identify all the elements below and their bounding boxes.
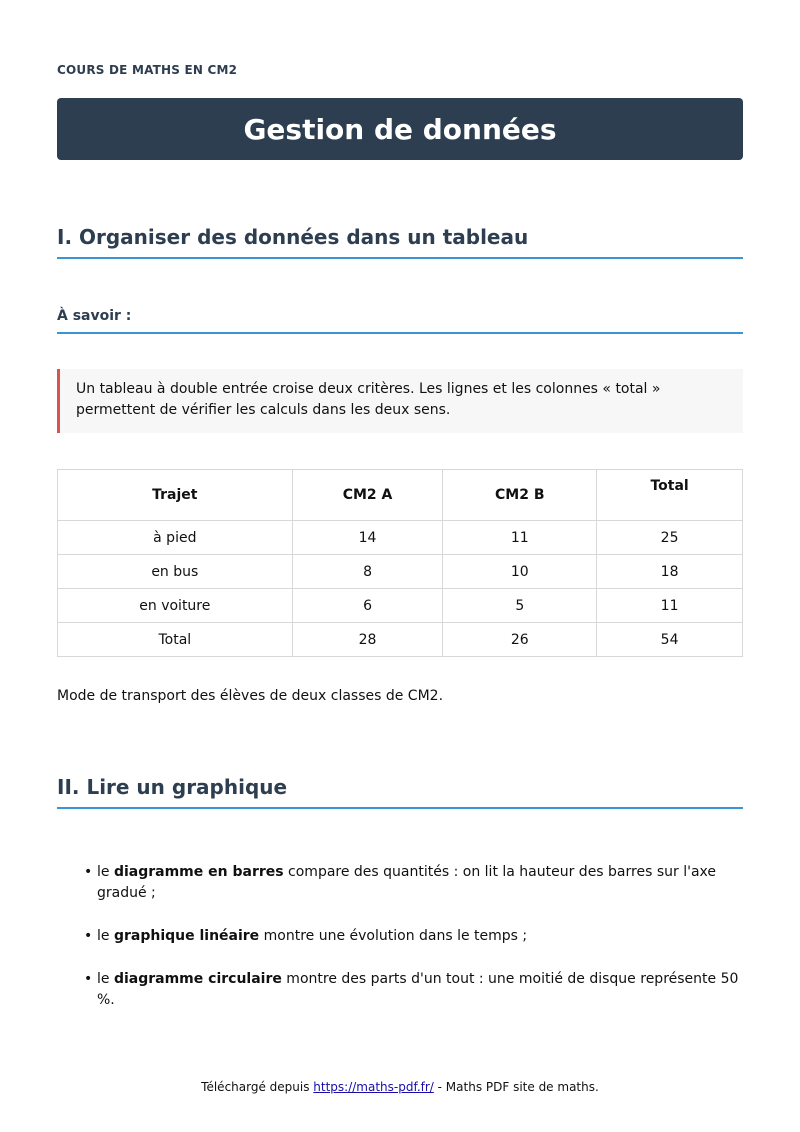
item-prefix: le bbox=[97, 864, 114, 880]
title-banner bbox=[57, 98, 743, 160]
table-cell: 6 bbox=[292, 589, 443, 623]
item-term: diagramme en barres bbox=[113, 864, 284, 880]
table-row bbox=[58, 521, 743, 555]
bullet-icon: • bbox=[84, 928, 93, 944]
item-text: montre une évolution dans le temps ; bbox=[259, 928, 528, 944]
table-cell: en voiture bbox=[58, 589, 293, 623]
item-term: diagramme circulaire bbox=[113, 971, 282, 987]
table-cell: 8 bbox=[292, 555, 443, 589]
table-cell: 26 bbox=[443, 623, 597, 657]
table-cell: à pied bbox=[58, 521, 293, 555]
list-item bbox=[57, 862, 743, 904]
data-table bbox=[57, 469, 743, 657]
page-title: Gestion de données bbox=[243, 112, 557, 146]
footer-text-after: - Maths PDF site de maths. bbox=[433, 1080, 599, 1094]
table-header-cell: Trajet bbox=[58, 470, 293, 521]
subheading-a-savoir: À savoir : bbox=[57, 308, 743, 334]
table-cell: 25 bbox=[597, 521, 743, 555]
item-prefix: le bbox=[97, 971, 114, 987]
footer bbox=[0, 1080, 800, 1094]
footer-text-before: Téléchargé depuis bbox=[201, 1080, 314, 1094]
table-cell: 14 bbox=[292, 521, 443, 555]
table-total-row bbox=[58, 623, 743, 657]
table-caption: Mode de transport des élèves de deux classes de CM2. bbox=[57, 688, 444, 704]
table-header-cell: CM2 A bbox=[292, 470, 443, 521]
table-header-row bbox=[58, 470, 743, 521]
table-header-cell: CM2 B bbox=[443, 470, 597, 521]
table-cell: 5 bbox=[443, 589, 597, 623]
table-row bbox=[58, 589, 743, 623]
bullet-icon: • bbox=[84, 864, 93, 880]
definition-callout: Un tableau à double entrée croise deux critères. Les lignes et les colonnes « total » permettent de vérifier les calculs dans les deux sens. bbox=[57, 369, 743, 433]
table-cell: 10 bbox=[443, 555, 597, 589]
table-cell: 28 bbox=[292, 623, 443, 657]
table-cell: 18 bbox=[597, 555, 743, 589]
section-heading-2: II. Lire un graphique bbox=[57, 775, 743, 809]
table-header-cell: Total bbox=[597, 470, 743, 521]
table-cell: 54 bbox=[597, 623, 743, 657]
section-heading-1: I. Organiser des données dans un tableau bbox=[57, 225, 743, 259]
table-cell: 11 bbox=[597, 589, 743, 623]
table-cell: 11 bbox=[443, 521, 597, 555]
item-text: compare des quantités : on lit la hauteur des barres sur l'axe gradué ; bbox=[97, 864, 716, 901]
item-text: montre des parts d'un tout : une moitié de disque représente 50 %. bbox=[97, 971, 739, 1008]
item-term: graphique linéaire bbox=[113, 928, 260, 944]
chart-types-list bbox=[57, 862, 743, 1033]
table-cell: Total bbox=[58, 623, 293, 657]
table-row bbox=[58, 555, 743, 589]
table-cell: en bus bbox=[58, 555, 293, 589]
list-item bbox=[57, 926, 743, 947]
course-kicker: COURS DE MATHS EN CM2 bbox=[57, 63, 238, 77]
footer-link[interactable]: https://maths-pdf.fr/ bbox=[313, 1080, 434, 1094]
list-item bbox=[57, 969, 743, 1011]
item-prefix: le bbox=[97, 928, 114, 944]
bullet-icon: • bbox=[84, 971, 93, 987]
